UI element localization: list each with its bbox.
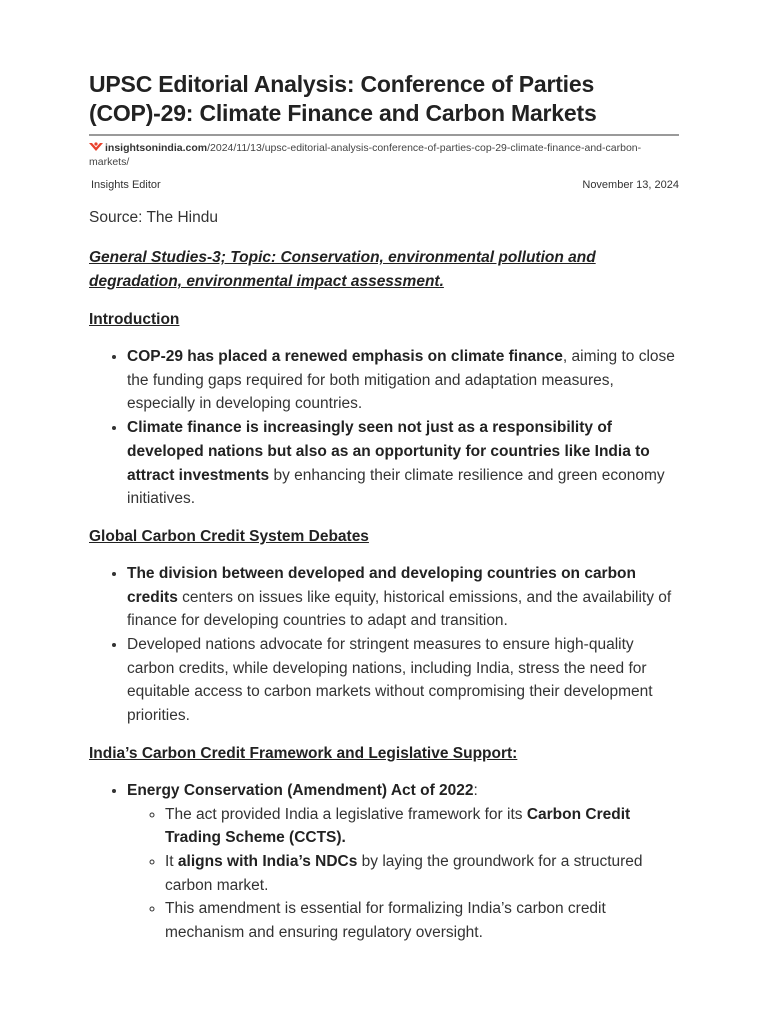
list-item: • Developed nations advocate for stringent measures to ensure high-quality carbon credits, while developing nations, including India, stress the need for equitable access to carbon markets without compromising their development priorities. [127, 633, 679, 728]
list-item: • Energy Conservation (Amendment) Act of 2022: ◦ The act provided India a legislative framework for its Carbon Credit Trading Scheme (CCTS). ◦ It aligns with India’s NDCs by laying the groundwork for a structured carbon market. ◦ This amendment is essential for formalizing India’s carbon credit mechanism and ensuring regulatory oversight. [127, 779, 679, 945]
url-domain: insightsonindia.com [105, 142, 208, 154]
article-title: UPSC Editorial Analysis: Conference of Parties (COP)-29: Climate Finance and Carbon Markets [89, 71, 597, 126]
author: Insights Editor [91, 179, 161, 191]
debates-list [89, 562, 679, 728]
section-heading-framework: India’s Carbon Credit Framework and Legislative Support: [89, 744, 518, 762]
list-item: • COP-29 has placed a renewed emphasis on climate finance, aiming to close the funding gaps required for both mitigation and adaptation measures, especially in developing countries. [127, 345, 679, 416]
section-heading-debates: Global Carbon Credit System Debates [89, 527, 369, 545]
title-divider [89, 134, 679, 136]
sublist-item: ◦ This amendment is essential for formalizing India’s carbon credit mechanism and ensuring regulatory oversight. [165, 897, 679, 944]
intro-list [89, 345, 679, 511]
publish-date: November 13, 2024 [582, 179, 679, 191]
sublist-item: ◦ The act provided India a legislative framework for its Carbon Credit Trading Scheme (CCTS). [165, 803, 679, 850]
sublist-item: ◦ It aligns with India’s NDCs by laying the groundwork for a structured carbon market. [165, 850, 679, 897]
list-item: • Climate finance is increasingly seen not just as a responsibility of developed nations but also as an opportunity for countries like India to attract investments by enhancing their climate resilience and green economy initiatives. [127, 416, 679, 511]
insightsonindia-logo-icon [89, 142, 103, 152]
source-line: Source: The Hindu [89, 209, 218, 226]
article-meta [89, 179, 679, 191]
url-path: /2024/11/13/upsc-editorial-analysis-conference-of-parties-cop-29-climate-finance-and-carbon-markets/ [89, 142, 642, 168]
framework-list [89, 779, 679, 945]
section-heading-introduction: Introduction [89, 311, 180, 328]
framework-sublist [127, 803, 679, 945]
source-url[interactable] [89, 141, 679, 169]
list-item: • The division between developed and developing countries on carbon credits centers on issues like equity, historical emissions, and the availability of finance for developing countries to adapt and transition. [127, 562, 679, 633]
gs-topic: General Studies-3; Topic: Conservation, environmental pollution and degradation, environmental impact assessment. [89, 249, 596, 290]
